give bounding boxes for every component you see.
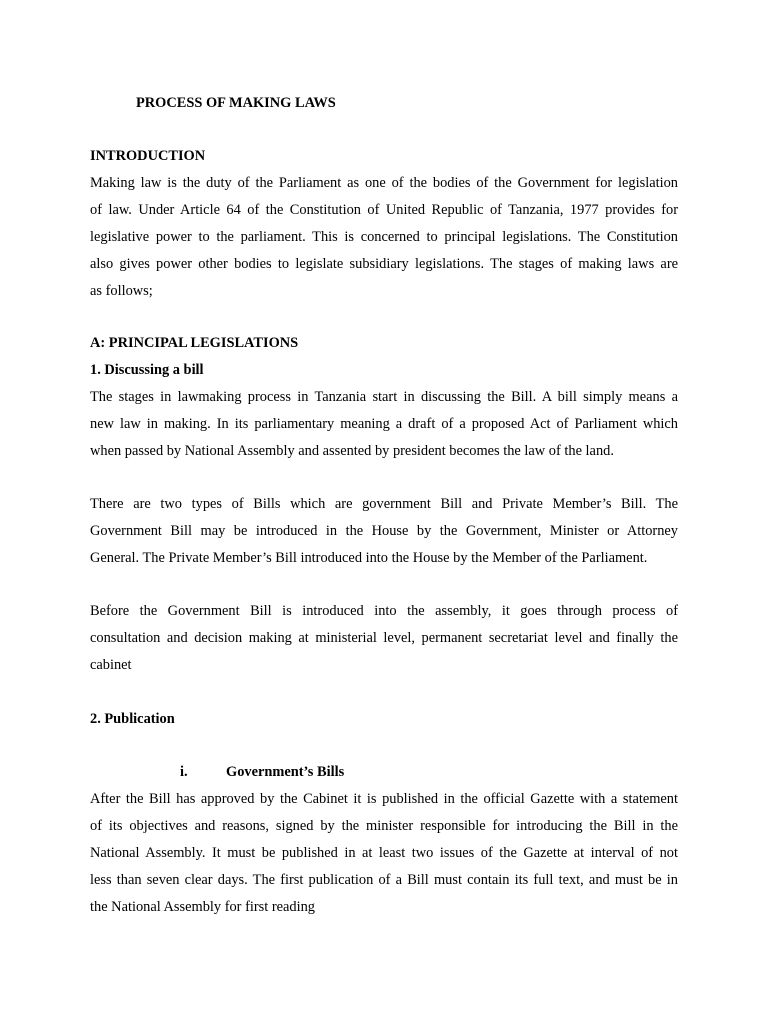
subsection-1-heading: 1. Discussing a bill <box>90 362 204 378</box>
intro-line-4: also gives power other bodies to legislate subsidiary legislations. The stages of making laws are <box>90 256 678 272</box>
intro-line-2: of law. Under Article 64 of the Constitution of United Republic of Tanzania, 1977 provides for <box>90 202 678 218</box>
para4-line-5: the National Assembly for first reading <box>90 899 316 915</box>
intro-line-1: Making law is the duty of the Parliament as one of the bodies of the Government for legislation <box>90 175 678 191</box>
para1-line-1: The stages in lawmaking process in Tanzania start in discussing the Bill. A bill simply means a <box>90 389 678 405</box>
para3-line-3: cabinet <box>90 657 132 673</box>
para2-line-2: Government Bill may be introduced in the House by the Government, Minister or Attorney <box>90 523 678 539</box>
subsection-2-heading: 2. Publication <box>90 711 175 727</box>
para4-line-2: of its objectives and reasons, signed by the minister responsible for introducing the Bill in the <box>90 818 678 834</box>
para3-line-2: consultation and decision making at ministerial level, permanent secretariat level and finally the <box>90 630 678 646</box>
para2-line-3: General. The Private Member’s Bill introduced into the House by the Member of the Parliament. <box>90 550 648 566</box>
para4-line-1: After the Bill has approved by the Cabinet it is published in the official Gazette with a statement <box>90 791 678 807</box>
para4-line-3: National Assembly. It must be published in at least two issues of the Gazette at interval of not <box>90 845 678 861</box>
section-a-heading: A: PRINCIPAL LEGISLATIONS <box>90 335 299 351</box>
para3-line-1: Before the Government Bill is introduced into the assembly, it goes through process of <box>90 603 678 619</box>
para1-line-3: when passed by National Assembly and assented by president becomes the law of the land. <box>90 443 614 459</box>
para4-line-4: less than seven clear days. The first publication of a Bill must contain its full text, and must be in <box>90 872 678 888</box>
introduction-heading: INTRODUCTION <box>90 148 206 164</box>
para1-line-2: new law in making. In its parliamentary meaning a draft of a proposed Act of Parliament which <box>90 416 678 432</box>
document-title: PROCESS OF MAKING LAWS <box>136 95 336 111</box>
intro-line-5: as follows; <box>90 283 153 299</box>
governments-bills-heading: Government’s Bills <box>226 764 345 780</box>
para2-line-1: There are two types of Bills which are government Bill and Private Member’s Bill. The <box>90 496 678 512</box>
roman-numeral-label: i. <box>180 764 188 780</box>
intro-line-3: legislative power to the parliament. This is concerned to principal legislations. The Constitution <box>90 229 678 245</box>
